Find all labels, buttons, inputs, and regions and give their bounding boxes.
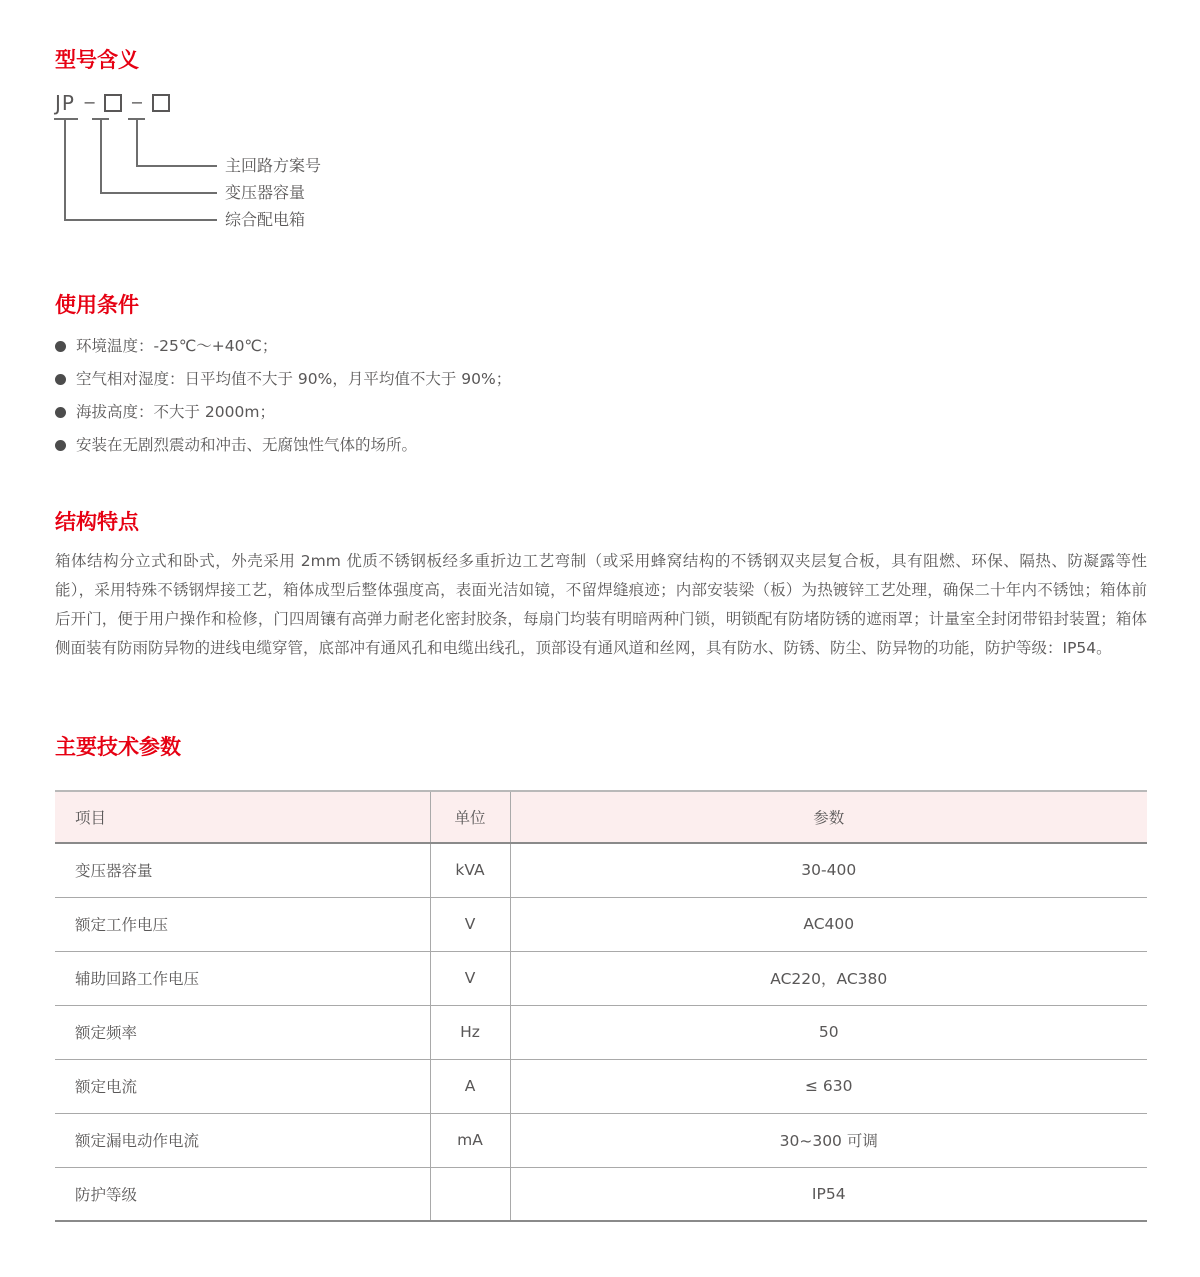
cell-unit: Hz — [430, 1005, 510, 1059]
bullet-icon — [55, 341, 66, 352]
condition-text: 安装在无剧烈震动和冲击、无腐蚀性气体的场所。 — [76, 436, 418, 454]
model-code-prefix: JP — [55, 91, 75, 115]
condition-text: 海拔高度：不大于 2000m； — [76, 403, 275, 421]
cell-unit — [430, 1167, 510, 1221]
conditions-list — [55, 338, 511, 470]
section-title-structure-features: 结构特点 — [55, 510, 139, 534]
column-header-value: 参数 — [813, 809, 845, 827]
cell-unit: V — [430, 951, 510, 1005]
diagram-label-distribution-box: 综合配电箱 — [225, 210, 306, 229]
cell-item: 额定工作电压 — [55, 897, 430, 951]
cell-value: IP54 — [811, 1184, 846, 1203]
cell-item: 额定频率 — [55, 1005, 430, 1059]
bullet-icon — [55, 440, 66, 451]
cell-item: 变压器容量 — [55, 843, 430, 897]
model-code-box-2 — [152, 94, 170, 112]
column-header-item: 项目 — [55, 791, 430, 843]
condition-text: 环境温度：-25℃～+40℃； — [76, 337, 278, 355]
cell-unit: kVA — [430, 843, 510, 897]
table-row — [55, 951, 1147, 1005]
connector-line-distribution-box — [64, 118, 217, 221]
condition-text: 空气相对湿度：日平均值不大于 90%，月平均值不大于 90%； — [76, 370, 512, 388]
section-title-technical-parameters: 主要技术参数 — [55, 735, 181, 759]
table-row — [55, 1113, 1147, 1167]
table-row — [55, 843, 1147, 897]
cell-unit: mA — [430, 1113, 510, 1167]
table-row — [55, 897, 1147, 951]
cell-item: 额定电流 — [55, 1059, 430, 1113]
model-code-dash-2: − — [130, 93, 144, 112]
diagram-label-main-circuit: 主回路方案号 — [225, 156, 322, 175]
list-item — [55, 437, 511, 453]
bullet-icon — [55, 374, 66, 385]
section-title-model-meaning: 型号含义 — [55, 48, 139, 72]
list-item — [55, 404, 511, 420]
section-title-usage-conditions: 使用条件 — [55, 293, 139, 317]
cell-unit: A — [430, 1059, 510, 1113]
cell-value: AC400 — [803, 915, 855, 933]
model-code — [55, 93, 170, 113]
list-item — [55, 371, 511, 387]
cell-value: 30-400 — [801, 861, 857, 880]
table-header-row — [55, 791, 1147, 843]
parameters-table — [55, 790, 1147, 1222]
model-code-dash-1: − — [82, 93, 97, 112]
diagram-label-transformer-capacity: 变压器容量 — [225, 183, 306, 202]
features-paragraph: 箱体结构分立式和卧式，外壳采用 2mm 优质不锈钢板经多重折边工艺弯制（或采用蜂窝结构的不锈钢双夹层复合板，具有阻燃、环保、隔热、防凝露等性能），采用特殊不锈钢焊接工艺，箱体成型后整体强度高，表面光洁如镜，不留焊缝痕迹；内部安装梁（板）为热镀锌工艺处理，确保二十年内不锈蚀；箱体前后开门，便于用户操作和检修，门四周镶有高弹力耐老化密封胶条，每扇门均装有明暗两种门锁，明锁配有防堵防锈的遮雨罩；计量室全封闭带铅封装置；箱体侧面装有防雨防异物的进线电缆穿管，底部冲有通风孔和电缆出线孔，顶部设有通风道和丝网，具有防水、防锈、防尘、防异物的功能，防护等级：IP54。 — [55, 552, 1147, 657]
cell-unit: V — [430, 897, 510, 951]
model-code-box-1 — [104, 94, 122, 112]
bullet-icon — [55, 407, 66, 418]
cell-value: AC220，AC380 — [770, 970, 888, 988]
list-item — [55, 338, 511, 354]
table-row — [55, 1167, 1147, 1221]
cell-value: ≤ 630 — [805, 1077, 853, 1095]
cell-item: 防护等级 — [55, 1167, 430, 1221]
cell-value: 50 — [818, 1023, 839, 1041]
cell-value: 30~300 可调 — [779, 1132, 878, 1150]
table-row — [55, 1005, 1147, 1059]
cell-item: 额定漏电动作电流 — [55, 1113, 430, 1167]
column-header-unit: 单位 — [430, 791, 510, 843]
table-row — [55, 1059, 1147, 1113]
cell-item: 辅助回路工作电压 — [55, 951, 430, 1005]
